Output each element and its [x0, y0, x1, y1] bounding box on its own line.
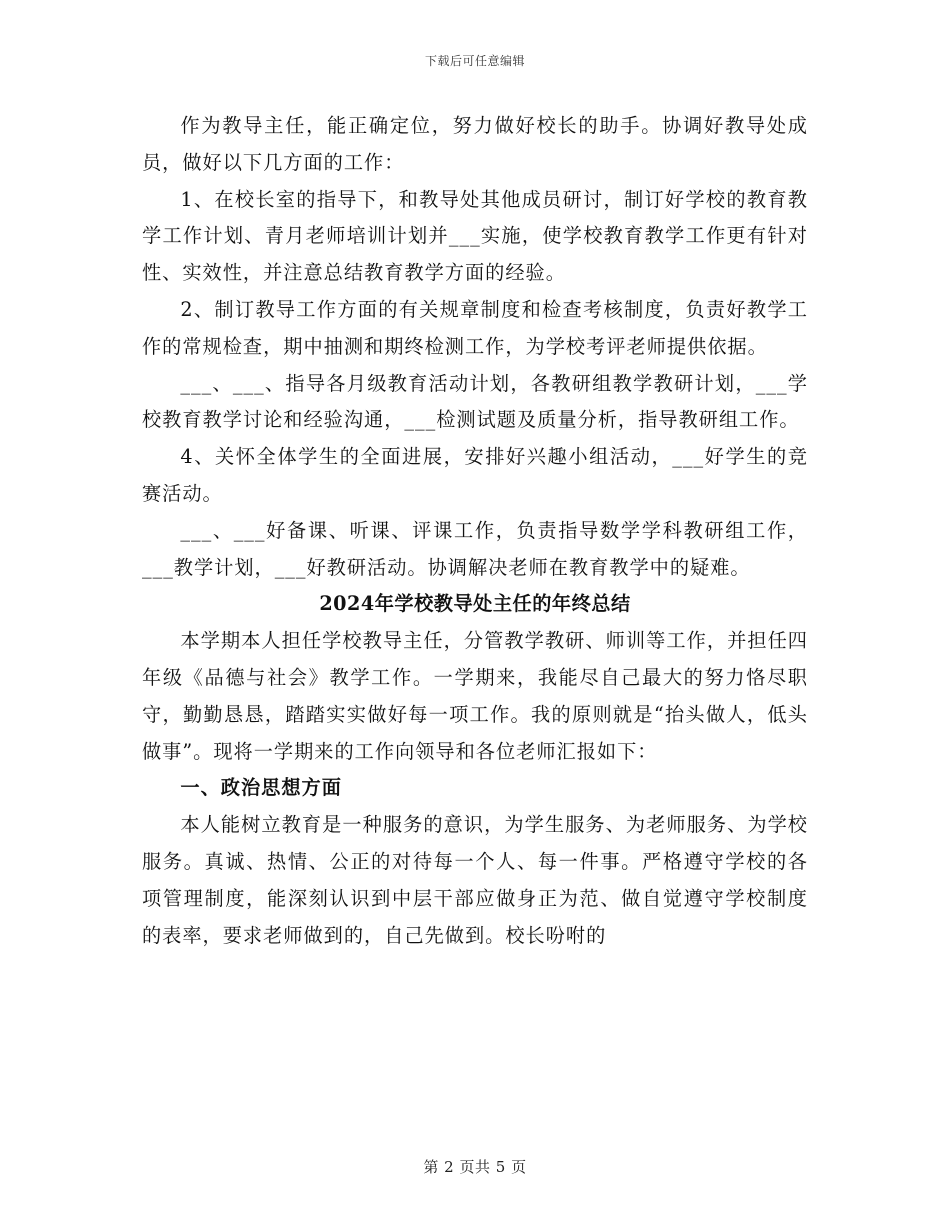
body-paragraph: 本人能树立教育是一种服务的意识，为学生服务、为老师服务、为学校服务。真诚、热情、公正的对待每一个人、每一件事。严格遵守学校的各项管理制度，能深刻认识到中层干部应做身正为范、做自觉遵守学校制度的表率，要求老师做到的，自己先做到。校长吩咐的 [142, 813, 808, 947]
page-number: 第 2 页共 5 页 [423, 1158, 527, 1176]
page-header: 下载后可任意编辑 [424, 54, 525, 68]
body-paragraph: 1、在校长室的指导下，和教导处其他成员研讨，制订好学校的教育教学工作计划、青月老师培训计划并___实施，使学校教育教学工作更有针对性、实效性，并注意总结教育教学方面的经验。 [142, 187, 808, 285]
document-title: 2024年学校教导处主任的年终总结 [319, 592, 631, 616]
body-paragraph: 本学期本人担任学校教导主任，分管教学教研、师训等工作，并担任四年级《品德与社会》教学工作。一学期来，我能尽自己最大的努力恪尽职守，勤勤恳恳，踏踏实实做好每一项工作。我的原则就是“抬头做人，低头做事”。现将一学期来的工作向领导和各位老师汇报如下： [142, 629, 808, 763]
document-body [142, 108, 808, 954]
body-paragraph: 4、关怀全体学生的全面进展，安排好兴趣小组活动，___好学生的竞赛活动。 [142, 445, 808, 505]
body-paragraph: ___、___、指导各月级教育活动计划，各教研组教学教研计划，___学校教育教学讨论和经验沟通，___检测试题及质量分析，指导教研组工作。 [142, 371, 808, 432]
body-paragraph: ___、___好备课、听课、评课工作，负责指导数学学科教研组工作，___教学计划，___好教研活动。协调解决老师在教育教学中的疑难。 [142, 518, 808, 579]
section-heading: 一、政治思想方面 [180, 776, 342, 800]
body-paragraph: 作为教导主任，能正确定位，努力做好校长的助手。协调好教导处成员，做好以下几方面的工作： [142, 114, 808, 174]
body-paragraph: 2、制订教导工作方面的有关规章制度和检查考核制度，负责好教学工作的常规检查，期中抽测和期终检测工作，为学校考评老师提供依据。 [142, 297, 808, 358]
